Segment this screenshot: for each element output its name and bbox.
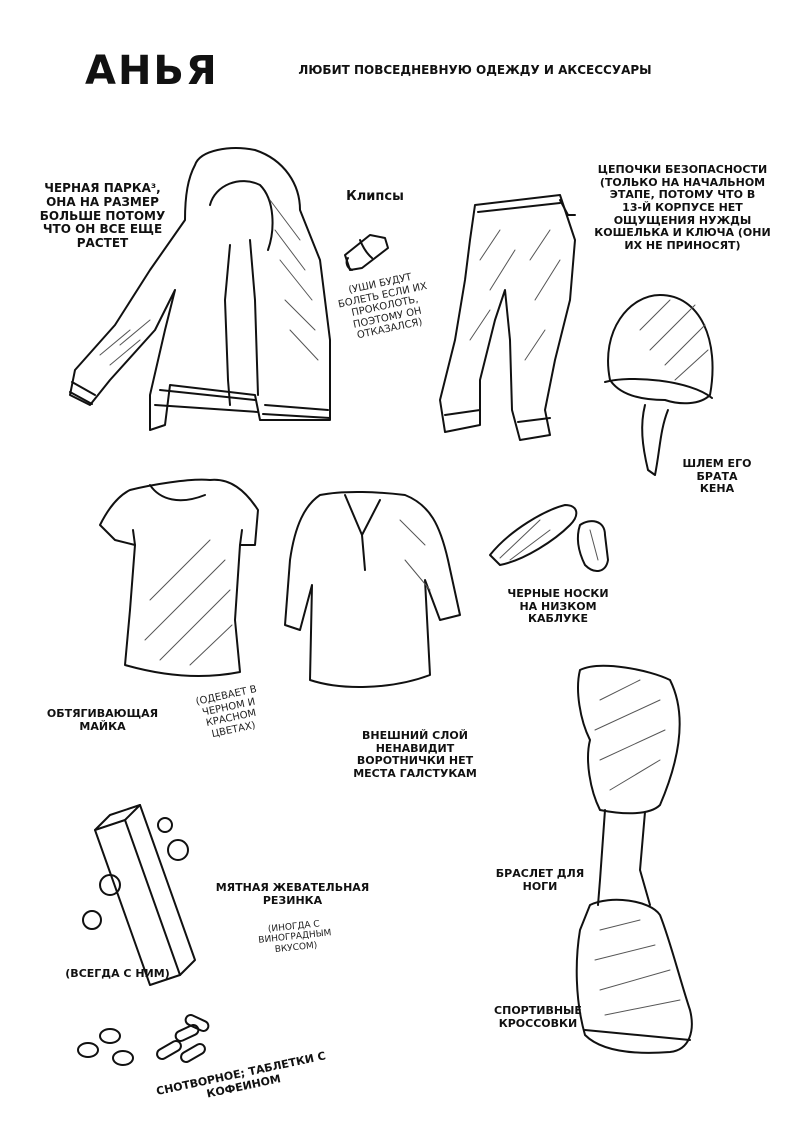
clips-drawing [345, 235, 388, 270]
leg-sneaker-drawing [577, 666, 692, 1053]
outer-shirt-drawing [285, 492, 460, 687]
chains-label: ЦЕПОЧКИ БЕЗОПАСНОСТИ (ТОЛЬКО НА НАЧАЛЬНОМ ЭТАПЕ, ПОТОМУ ЧТО В 13-Й КОРПУСЕ НЕТ ОЩУЩЕНИЯ НУЖДЫ КОШЕЛЬКА И КЛЮЧА (ОНИ ИХ НЕ ПРИНОСЯТ) [594, 163, 771, 252]
always-label: (ВСЕГДА С НИМ) [65, 967, 170, 980]
clips-note: (УШИ БУДУТ БОЛЕТЬ ЕСЛИ ИХ ПРОКОЛОТЬ, ПОЭТОМУ ОН ОТКАЗАЛСЯ) [337, 271, 428, 342]
tank-top-drawing [100, 480, 258, 676]
outer-label: ВНЕШНИЙ СЛОЙ НЕНАВИДИТ ВОРОТНИЧКИ НЕТ МЕСТА ГАЛСТУКАМ [353, 729, 477, 780]
socks-label: ЧЕРНЫЕ НОСКИ НА НИЗКОМ КАБЛУКЕ [507, 587, 609, 626]
gum-drawing [83, 805, 195, 985]
socks-drawing [490, 505, 608, 571]
anklet-label: БРАСЛЕТ ДЛЯ НОГИ [495, 867, 585, 893]
gum-note: (ИНОГДА С ВИНОГРАДНЫМ ВКУСОМ) [257, 919, 332, 955]
gum-label: МЯТНАЯ ЖЕВАТЕЛЬНАЯ РЕЗИНКА [215, 881, 370, 907]
clips-label: Клипсы [346, 189, 404, 204]
helmet-drawing [605, 295, 713, 475]
tank-label: ОБТЯГИВАЮЩАЯ МАЙКА [46, 707, 159, 733]
helmet-label: ШЛЕМ ЕГО БРАТА КЕНА [682, 457, 752, 496]
parka-label: ЧЕРНАЯ ПАРКА³, ОНА НА РАЗМЕР БОЛЬШЕ ПОТОМУ ЧТО ОН ВСЕ ЕЩЕ РАСТЕТ [39, 181, 166, 251]
sneakers-label: СПОРТИВНЫЕ КРОССОВКИ [494, 1004, 582, 1030]
character-name: АНЬЯ [85, 48, 219, 94]
pills-label: СНОТВОРНОЕ; ТАБЛЕТКИ С КОФЕИНОМ [155, 1049, 327, 1101]
character-subtitle: ЛЮБИТ ПОВСЕДНЕВНУЮ ОДЕЖДУ И АКСЕССУАРЫ [298, 63, 652, 77]
tank-note: (ОДЕВАЕТ В ЧЕРНОМ И КРАСНОМ ЦВЕТАХ) [194, 684, 258, 740]
pills-drawing [78, 1013, 210, 1065]
pants-drawing [440, 195, 575, 440]
